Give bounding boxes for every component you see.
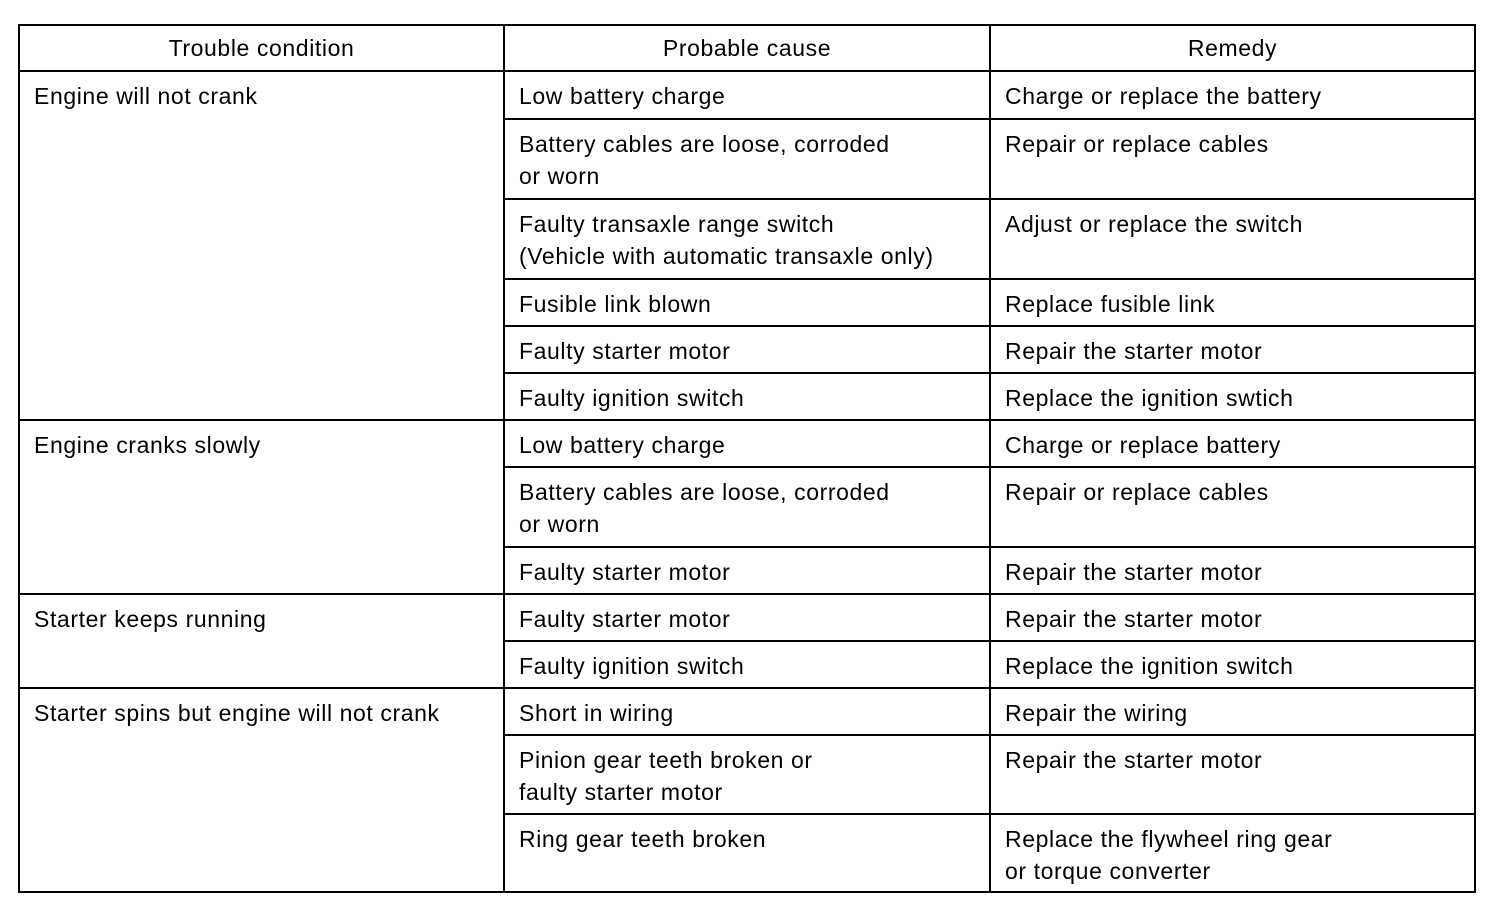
remedy-text-line: Replace the ignition switch xyxy=(1005,653,1294,679)
remedy-cell xyxy=(990,199,1475,279)
cause-text-line: Low battery charge xyxy=(519,83,726,109)
probable-cause-cell xyxy=(504,199,990,279)
cause-text-line: or worn xyxy=(519,511,600,537)
trouble-condition-cell xyxy=(19,420,504,594)
cause-text-line: Faulty ignition switch xyxy=(519,385,745,411)
remedy-text-line: Replace the flywheel ring gear xyxy=(1005,826,1333,852)
probable-cause-cell xyxy=(504,420,990,467)
remedy-text-line: Replace fusible link xyxy=(1005,291,1216,317)
remedy-text-line: Repair or replace cables xyxy=(1005,131,1269,157)
remedy-cell xyxy=(990,119,1475,199)
remedy-cell xyxy=(990,688,1475,735)
cause-text-line: Faulty starter motor xyxy=(519,606,731,632)
trouble-condition-cell xyxy=(19,594,504,688)
remedy-text-line: Repair the starter motor xyxy=(1005,559,1263,585)
trouble-condition-cell xyxy=(19,71,504,420)
probable-cause-cell xyxy=(504,71,990,119)
cause-text-line: Faulty starter motor xyxy=(519,559,731,585)
header-trouble-condition: Trouble condition xyxy=(19,25,504,71)
table-row xyxy=(19,594,1475,641)
remedy-cell xyxy=(990,326,1475,373)
remedy-cell xyxy=(990,594,1475,641)
cause-text-line: Ring gear teeth broken xyxy=(519,826,767,852)
cause-text-line: Faulty starter motor xyxy=(519,338,731,364)
table-row xyxy=(19,71,1475,119)
remedy-text-line: Repair the starter motor xyxy=(1005,747,1263,773)
probable-cause-cell xyxy=(504,119,990,199)
probable-cause-cell xyxy=(504,467,990,547)
cause-text-line: faulty starter motor xyxy=(519,779,723,805)
header-remedy: Remedy xyxy=(990,25,1475,71)
remedy-cell xyxy=(990,71,1475,119)
remedy-cell xyxy=(990,641,1475,688)
header-probable-cause: Probable cause xyxy=(504,25,990,71)
probable-cause-cell xyxy=(504,641,990,688)
cause-text-line: (Vehicle with automatic transaxle only) xyxy=(519,243,934,269)
probable-cause-cell xyxy=(504,279,990,326)
probable-cause-cell xyxy=(504,735,990,814)
trouble-condition-text: Engine will not crank xyxy=(34,83,258,109)
troubleshooting-table xyxy=(18,24,1476,893)
cause-text-line: Battery cables are loose, corroded xyxy=(519,479,890,505)
trouble-condition-text: Starter spins but engine will not crank xyxy=(34,700,440,726)
cause-text-line: Faulty ignition switch xyxy=(519,653,745,679)
remedy-text-line: or torque converter xyxy=(1005,858,1211,884)
cause-text-line: Fusible link blown xyxy=(519,291,712,317)
remedy-cell xyxy=(990,420,1475,467)
cause-text-line: or worn xyxy=(519,163,600,189)
remedy-cell xyxy=(990,814,1475,892)
cause-text-line: Low battery charge xyxy=(519,432,726,458)
remedy-text-line: Repair the wiring xyxy=(1005,700,1188,726)
cause-text-line: Battery cables are loose, corroded xyxy=(519,131,890,157)
cause-text-line: Pinion gear teeth broken or xyxy=(519,747,813,773)
trouble-condition-cell xyxy=(19,688,504,892)
remedy-text-line: Repair the starter motor xyxy=(1005,606,1263,632)
remedy-cell xyxy=(990,373,1475,420)
remedy-cell xyxy=(990,735,1475,814)
header-row xyxy=(19,25,1475,71)
trouble-condition-text: Engine cranks slowly xyxy=(34,432,261,458)
probable-cause-cell xyxy=(504,594,990,641)
table-row xyxy=(19,688,1475,735)
remedy-text-line: Repair the starter motor xyxy=(1005,338,1263,364)
table-body xyxy=(19,71,1475,892)
probable-cause-cell xyxy=(504,373,990,420)
remedy-text-line: Adjust or replace the switch xyxy=(1005,211,1304,237)
cause-text-line: Short in wiring xyxy=(519,700,674,726)
remedy-cell xyxy=(990,547,1475,594)
remedy-cell xyxy=(990,279,1475,326)
probable-cause-cell xyxy=(504,547,990,594)
probable-cause-cell xyxy=(504,814,990,892)
remedy-text-line: Charge or replace battery xyxy=(1005,432,1281,458)
trouble-condition-text: Starter keeps running xyxy=(34,606,267,632)
cause-text-line: Faulty transaxle range switch xyxy=(519,211,835,237)
table-row xyxy=(19,420,1475,467)
probable-cause-cell xyxy=(504,326,990,373)
remedy-text-line: Repair or replace cables xyxy=(1005,479,1269,505)
probable-cause-cell xyxy=(504,688,990,735)
remedy-text-line: Charge or replace the battery xyxy=(1005,83,1322,109)
remedy-cell xyxy=(990,467,1475,547)
remedy-text-line: Replace the ignition swtich xyxy=(1005,385,1294,411)
